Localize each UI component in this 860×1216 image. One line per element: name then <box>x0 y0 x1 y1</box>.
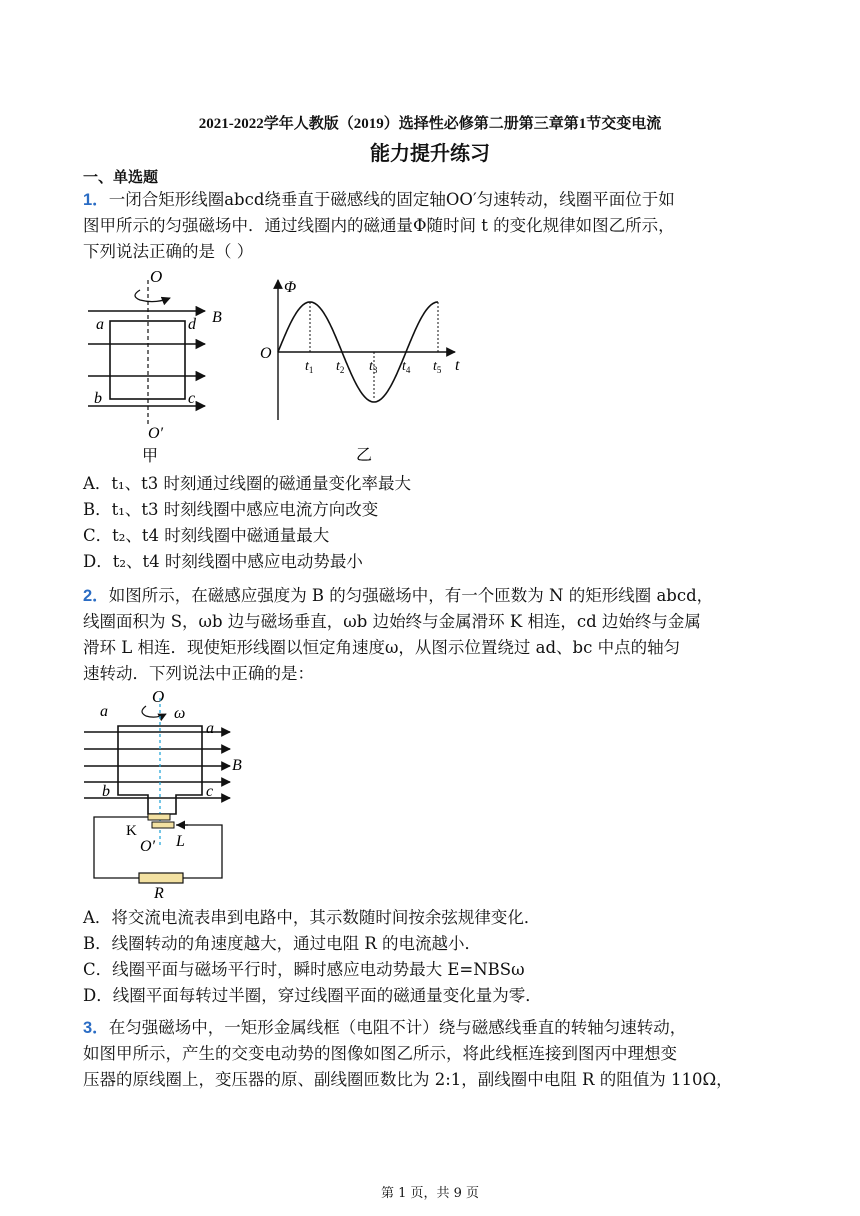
document-title: 2021-2022学年人教版（2019）选择性必修第二册第三章第1节交变电流 <box>198 116 662 132</box>
q1-line-3: 下列说法正确的是（ ） <box>83 242 254 261</box>
q3-line-1 <box>83 1018 686 1038</box>
svg-text:a: a <box>100 703 108 720</box>
svg-text:t3: $t_3$ <box>369 359 378 375</box>
page-footer: 第 1 页，共 9 页 <box>380 1186 480 1201</box>
q1-option-d: D．t₂、t4 时刻线圈中感应电动势最小 <box>83 552 363 571</box>
q1-label-o: O <box>150 267 163 286</box>
svg-text:R: R <box>154 885 164 902</box>
slip-ring-l <box>152 822 174 828</box>
q1-caption-jia: 甲 <box>142 448 159 465</box>
q1-caption-yi: 乙 <box>356 447 373 464</box>
q3-number: 3． <box>83 1019 109 1037</box>
svg-text:O: O <box>260 345 272 362</box>
svg-text:O′: O′ <box>140 838 156 855</box>
resistor-r <box>139 873 183 883</box>
q1-option-a: A．t₁、t3 时刻通过线圈的磁通量变化率最大 <box>83 474 412 493</box>
document-subtitle: 能力提升练习 <box>370 141 490 165</box>
svg-text:d: d <box>188 316 196 333</box>
q2-line-1 <box>83 586 713 606</box>
q3-line-3: 压器的原线圈上，变压器的原、副线圈匝数比为 2:1，副线圈中电阻 R 的阻值为 110Ω， <box>83 1070 733 1089</box>
q3-text-1: 在匀强磁场中，一矩形金属线框（电阻不计）绕与磁感线垂直的转轴匀速转动， <box>108 1018 687 1037</box>
q3-line-2: 如图甲所示，产生的交变电动势的图像如图乙所示，将此线框连接到图丙中理想变 <box>83 1044 677 1063</box>
q1-figure-left <box>80 266 240 466</box>
q1-figure-right <box>250 270 470 466</box>
svg-text:c: c <box>206 783 214 800</box>
q1-text-1: 一闭合矩形线圈abcd绕垂直于磁感线的固定轴OO′匀速转动，线圈平面位于如 <box>108 190 675 209</box>
q1-line-1 <box>83 190 675 210</box>
svg-text:c: c <box>188 390 196 407</box>
svg-text:t4: $t_4$ <box>402 359 411 375</box>
q2-figure <box>84 688 264 902</box>
q2-line-2: 线圈面积为 S，ωb 边与磁场垂直，ωb 边始终与金属滑环 K 相连，cd 边始终与金属 <box>83 612 701 631</box>
rotation-arrow-icon <box>135 290 170 302</box>
svg-text:Φ: Φ <box>284 279 297 296</box>
svg-text:t1: $t_1$ <box>305 359 314 375</box>
svg-text:ω: ω <box>174 705 186 722</box>
svg-text:t: t <box>455 357 460 374</box>
q2-text-1: 如图所示，在磁感应强度为 B 的匀强磁场中，有一个匝数为 N 的矩形线圈 abcd， <box>108 586 714 605</box>
svg-text:b: b <box>94 390 102 407</box>
slip-ring-k <box>148 814 170 820</box>
svg-text:O′: O′ <box>148 425 164 442</box>
q2-number: 2． <box>83 587 109 605</box>
svg-text:B: B <box>212 309 222 326</box>
svg-text:O: O <box>152 688 165 706</box>
svg-text:B: B <box>232 757 242 774</box>
section-heading: 一、单选题 <box>83 168 159 186</box>
svg-text:b: b <box>102 783 110 800</box>
svg-text:a: a <box>206 720 214 737</box>
rotation-arrow-icon <box>142 706 166 717</box>
svg-text:K: K <box>126 823 137 839</box>
svg-text:a: a <box>96 316 104 333</box>
q1-option-b: B．t₁、t3 时刻线圈中感应电流方向改变 <box>83 500 379 519</box>
q2-line-4: 速转动．下列说法中正确的是： <box>83 664 314 683</box>
q2-line-3: 滑环 L 相连．现使矩形线圈以恒定角速度ω，从图示位置绕过 ad、bc 中点的轴匀 <box>83 638 681 657</box>
q1-number: 1． <box>83 191 109 209</box>
svg-text:L: L <box>176 833 185 850</box>
q2-option-b: B．线圈转动的角速度越大，通过电阻 R 的电流越小． <box>83 934 482 953</box>
svg-text:t2: $t_2$ <box>336 359 345 375</box>
q1-line-2: 图甲所示的匀强磁场中．通过线圈内的磁通量Φ随时间 t 的变化规律如图乙所示， <box>83 216 675 235</box>
q2-option-a: A．将交流电流表串到电路中，其示数随时间按余弦规律变化． <box>83 908 541 927</box>
q1-option-c: C．t₂、t4 时刻线圈中磁通量最大 <box>83 526 330 545</box>
q2-option-c: C．线圈平面与磁场平行时，瞬时感应电动势最大 E=NBSω <box>83 960 525 979</box>
q2-option-d: D．线圈平面每转过半圈，穿过线圈平面的磁通量变化量为零． <box>83 986 542 1005</box>
svg-text:t5: $t_5$ <box>433 359 442 375</box>
